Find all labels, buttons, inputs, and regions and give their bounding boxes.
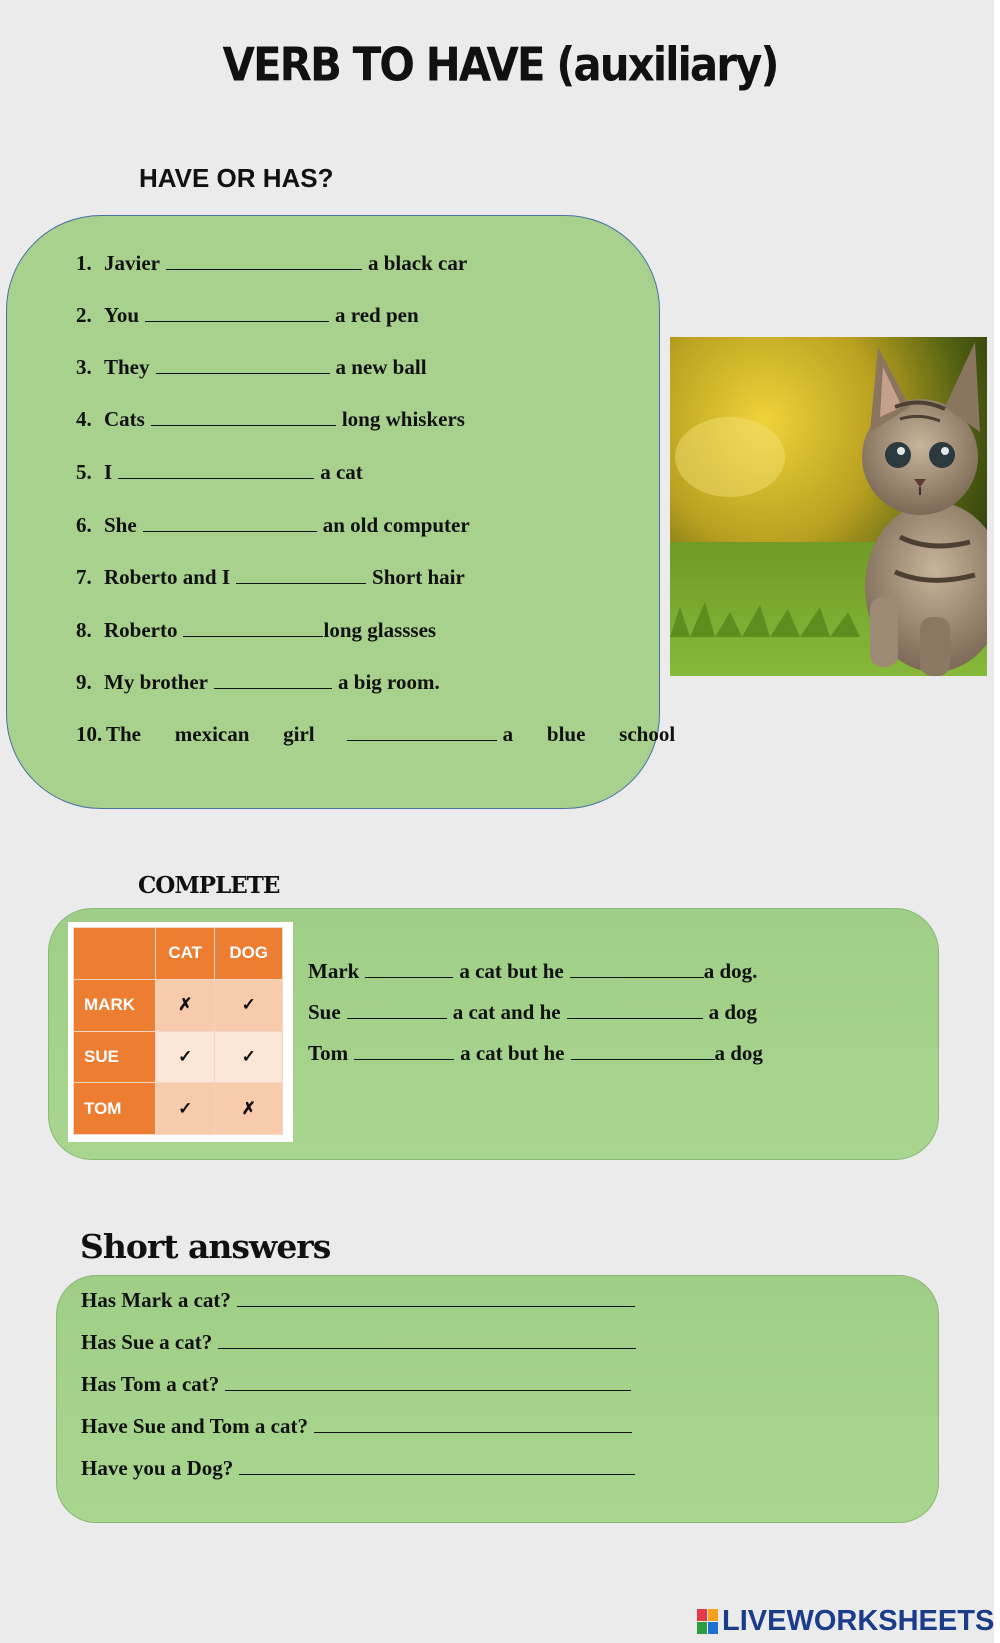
- answer-blank[interactable]: [365, 959, 453, 978]
- table-row: [74, 979, 283, 1031]
- answer-blank[interactable]: [151, 407, 336, 426]
- answer-blank[interactable]: [237, 1288, 635, 1307]
- complete-heading: COMPLETE: [138, 872, 280, 899]
- exercise-item: 4. Cats long whiskers: [76, 407, 465, 431]
- question-item: Has Tom a cat?: [81, 1372, 637, 1397]
- check-icon: ✓: [156, 1083, 215, 1135]
- answer-blank[interactable]: [347, 722, 497, 741]
- exercise-item: 5. I a cat: [76, 460, 363, 484]
- short-answers-heading: Short answers: [80, 1227, 331, 1266]
- answer-blank[interactable]: [183, 618, 323, 637]
- answer-blank[interactable]: [214, 670, 332, 689]
- question-item: Have you a Dog?: [81, 1456, 641, 1481]
- cross-icon: ✗: [215, 1083, 283, 1135]
- exercise-item: 3. They a new ball: [76, 355, 427, 379]
- exercise-item: 7. Roberto and I Short hair: [76, 565, 465, 589]
- page-edge: [994, 0, 1000, 1643]
- row-name: SUE: [74, 1031, 156, 1083]
- answer-blank[interactable]: [218, 1330, 636, 1349]
- answer-blank[interactable]: [156, 355, 330, 374]
- question-item: Has Mark a cat?: [81, 1288, 641, 1313]
- exercise-item: 10. The mexican girl a blue school: [76, 722, 676, 746]
- table-header-dog: DOG: [215, 928, 283, 980]
- answer-blank[interactable]: [166, 251, 362, 270]
- table-row: [74, 1083, 283, 1135]
- brand-name: LIVEWORKSHEETS: [722, 1605, 995, 1637]
- question-item: Has Sue a cat?: [81, 1330, 642, 1355]
- row-name: MARK: [74, 979, 156, 1031]
- exercise-item: 9. My brother a big room.: [76, 670, 440, 694]
- question-item: Have Sue and Tom a cat?: [81, 1414, 638, 1439]
- answer-blank[interactable]: [145, 303, 329, 322]
- check-icon: ✓: [215, 979, 283, 1031]
- have-or-has-heading: HAVE OR HAS?: [139, 163, 334, 193]
- exercise-item: 1. Javier a black car: [76, 251, 468, 275]
- liveworksheets-logo-icon: [697, 1609, 718, 1634]
- complete-sentence: Sue a cat and he a dog: [308, 1000, 758, 1024]
- table-header-row: [74, 928, 283, 980]
- table-header-corner: [74, 928, 156, 980]
- answer-blank[interactable]: [225, 1372, 631, 1391]
- answer-blank[interactable]: [314, 1414, 632, 1433]
- complete-sentence: Mark a cat but he a dog.: [308, 959, 758, 983]
- exercise-item: 2. You a red pen: [76, 303, 419, 327]
- answer-blank[interactable]: [236, 565, 366, 584]
- answer-blank[interactable]: [118, 460, 314, 479]
- exercise-item: 6. She an old computer: [76, 513, 470, 537]
- answer-blank[interactable]: [143, 513, 317, 532]
- pets-table-frame: [68, 922, 293, 1142]
- kitten-photo: [670, 337, 987, 676]
- pets-table: [73, 927, 283, 1135]
- page-title: VERB TO HAVE (auxiliary): [222, 37, 778, 92]
- liveworksheets-logo: [697, 1605, 994, 1638]
- answer-blank[interactable]: [570, 959, 704, 978]
- table-row: [74, 1031, 283, 1083]
- answer-blank[interactable]: [347, 1000, 447, 1019]
- complete-sentence: Tom a cat but he a dog: [308, 1041, 763, 1065]
- row-name: TOM: [74, 1083, 156, 1135]
- check-icon: ✓: [156, 1031, 215, 1083]
- exercise-item: 8. Roberto long glassses: [76, 618, 437, 642]
- answer-blank[interactable]: [571, 1041, 715, 1060]
- check-icon: ✓: [215, 1031, 283, 1083]
- answer-blank[interactable]: [239, 1456, 635, 1475]
- answer-blank[interactable]: [567, 1000, 703, 1019]
- answer-blank[interactable]: [354, 1041, 454, 1060]
- table-header-cat: CAT: [156, 928, 215, 980]
- cross-icon: ✗: [156, 979, 215, 1031]
